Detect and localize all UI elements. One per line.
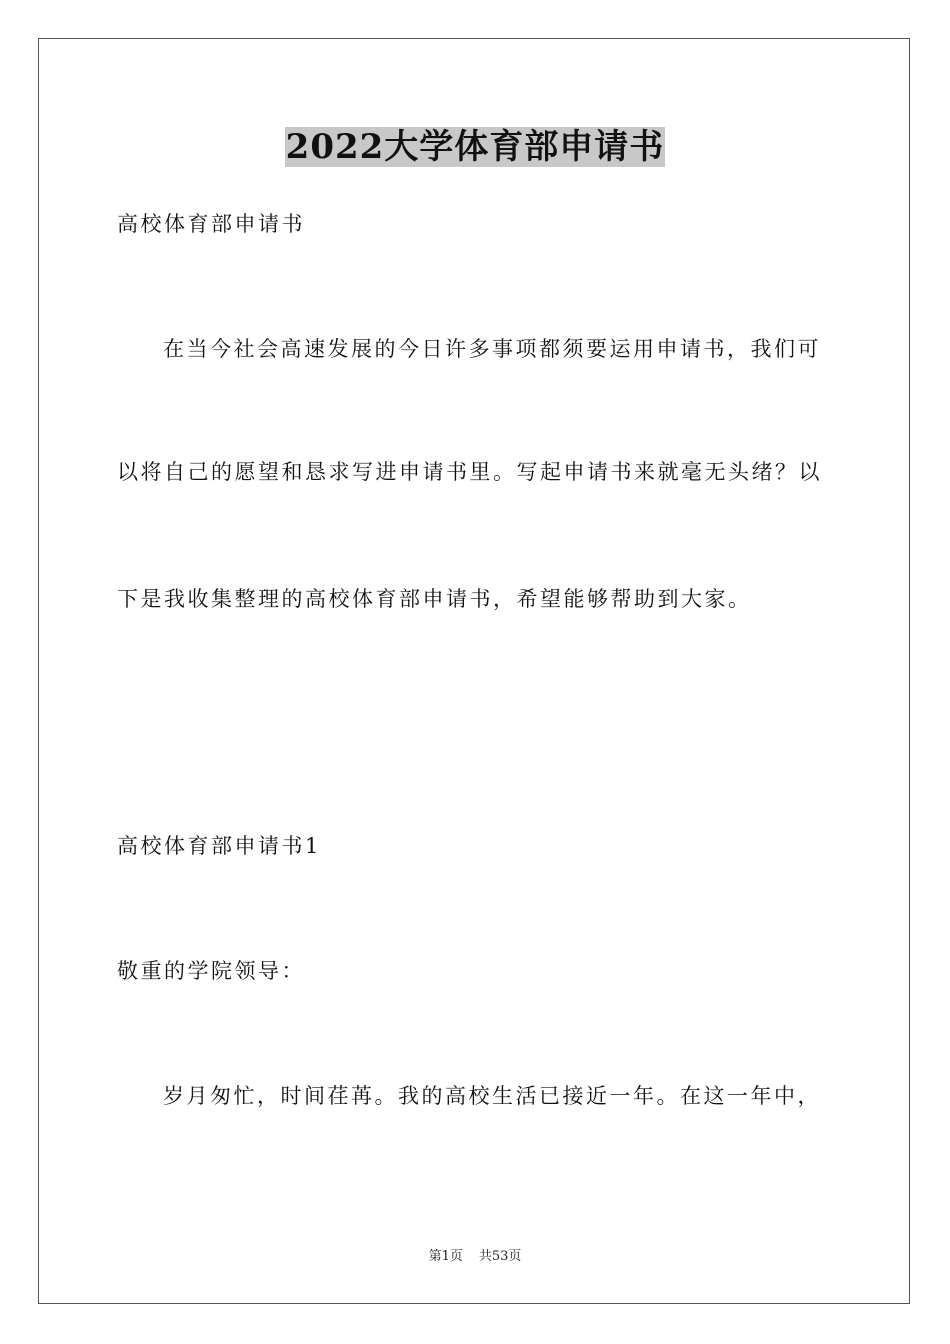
document-title [0,124,950,170]
paragraph-line-2: 以将自己的愿望和恳求写进申请书里。写起申请书来就毫无头绪？以 [117,460,822,484]
section-heading: 高校体育部申请书1 [117,834,321,858]
page-footer [0,1248,950,1266]
total-pages: 共53页 [478,1249,522,1264]
paragraph-line-3: 下是我收集整理的高校体育部申请书，希望能够帮助到大家。 [117,587,752,611]
document-title-text: 2022大学体育部申请书 [285,127,665,167]
body-line: 岁月匆忙，时间荏苒。我的高校生活已接近一年。在这一年中， [163,1084,821,1108]
subtitle-line: 高校体育部申请书 [117,212,305,236]
salutation-line: 敬重的学院领导： [117,959,305,983]
paragraph-line-1: 在当今社会高速发展的今日许多事项都须要运用申请书，我们可 [163,337,821,361]
page-number: 第1页 [428,1249,463,1264]
